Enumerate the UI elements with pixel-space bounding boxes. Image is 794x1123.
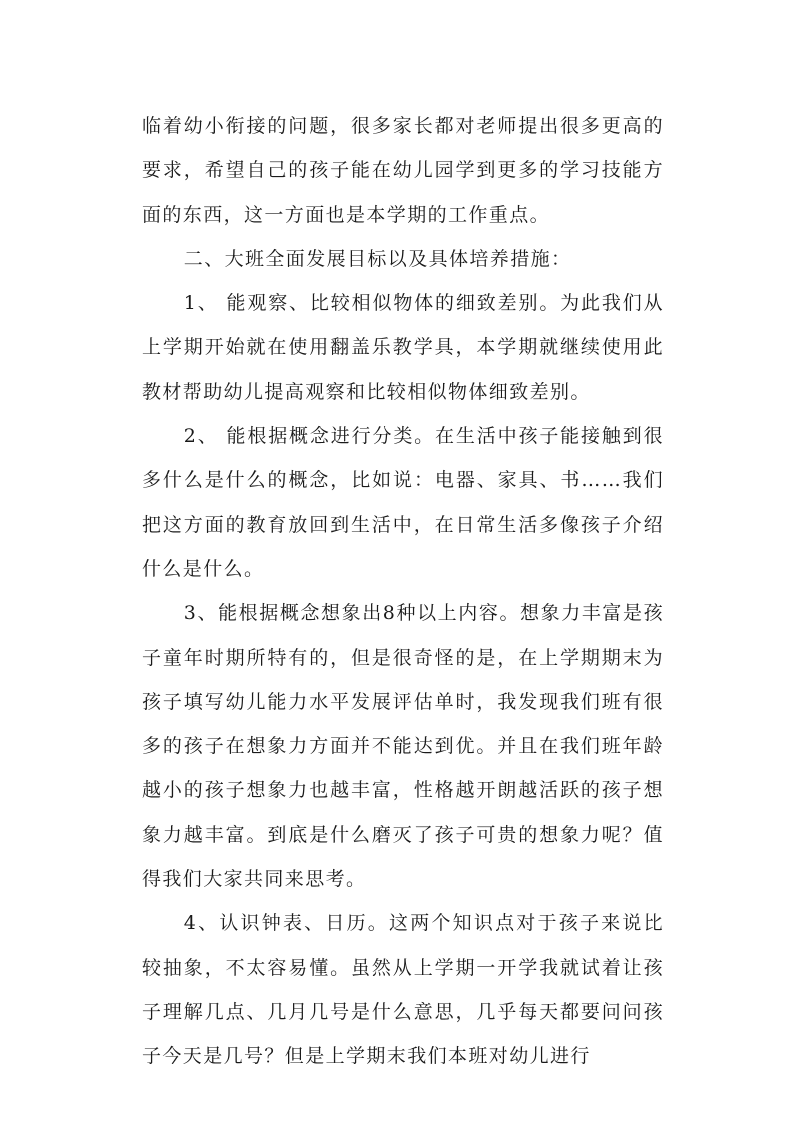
- paragraph-goal-1: 1、 能观察、比较相似物体的细致差别。为此我们从上学期开始就在使用翻盖乐教学具，本学期就继续使用此教材帮助幼儿提高观察和比较相似物体细致差别。: [142, 292, 664, 403]
- section-heading: 二、大班全面发展目标以及具体培养措施：: [183, 247, 572, 270]
- paragraph-intro-continued: 临着幼小衔接的问题，很多家长都对老师提出很多更高的要求，希望自己的孩子能在幼儿园学到更多的学习技能方面的东西，这一方面也是本学期的工作重点。: [142, 115, 664, 226]
- paragraph-goal-4: 4、认识钟表、日历。这两个知识点对于孩子来说比较抽象，不太容易懂。虽然从上学期一开学我就试着让孩子理解几点、几月几号是什么意思，几乎每天都要问问孩子今天是几号？但是上学期末我们本班对幼儿进行: [142, 912, 664, 1068]
- paragraph-goal-3: 3、能根据概念想象出8种以上内容。想象力丰富是孩子童年时期所特有的，但是很奇怪的是，在上学期期末为孩子填写幼儿能力水平发展评估单时，我发现我们班有很多的孩子在想象力方面并不能达到优。并且在我们班年龄越小的孩子想象力也越丰富，性格越开朗越活跃的孩子想象力越丰富。到底是什么磨灭了孩子可贵的想象力呢？值得我们大家共同来思考。: [142, 602, 664, 891]
- document-body: [142, 104, 664, 1079]
- paragraph-goal-2: 2、 能根据概念进行分类。在生活中孩子能接触到很多什么是什么的概念，比如说：电器、家具、书……我们把这方面的教育放回到生活中，在日常生活多像孩子介绍什么是什么。: [142, 425, 664, 580]
